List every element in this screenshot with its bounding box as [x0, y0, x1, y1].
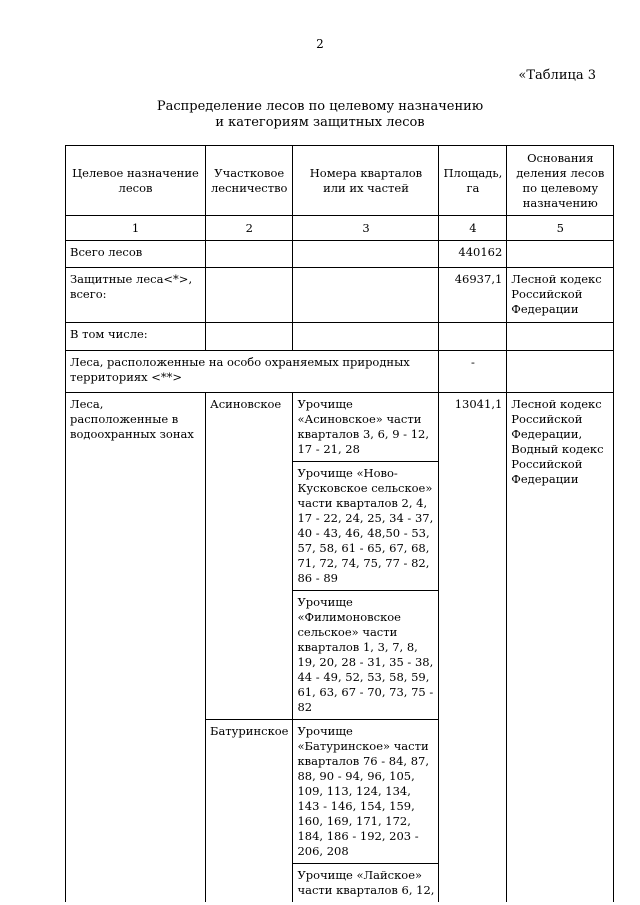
total-label: Всего лесов	[66, 241, 206, 268]
empty-cell	[293, 268, 439, 323]
column-number-row	[66, 216, 614, 241]
including-label: В том числе:	[66, 323, 206, 351]
table-row-oopt	[66, 351, 614, 393]
header-basis: Основания деления лесов по целевому назначению	[507, 146, 614, 216]
empty-cell	[507, 241, 614, 268]
empty-cell	[293, 323, 439, 351]
district-asinovskoe: Асиновское	[206, 393, 293, 720]
page-number: 2	[316, 37, 324, 51]
table-row-total	[66, 241, 614, 268]
title-line-1: Распределение лесов по целевому назначению	[156, 99, 484, 114]
quarters-asinovskoe-1: Урочище «Асиновское» части кварталов 3, 6, 9 - 12, 17 - 21, 28	[293, 393, 439, 462]
header-row	[66, 146, 614, 216]
protective-label: Защитные леса<*>, всего:	[66, 268, 206, 323]
empty-cell	[507, 351, 614, 393]
protective-basis: Лесной кодекс Российской Федерации	[507, 268, 614, 323]
title-line-2: и категориям защитных лесов	[215, 115, 425, 130]
table-row-including	[66, 323, 614, 351]
table-label: «Таблица 3	[518, 68, 596, 83]
empty-cell	[507, 323, 614, 351]
table-row-water	[66, 393, 614, 462]
empty-cell	[206, 241, 293, 268]
header-area: Площадь, га	[439, 146, 507, 216]
total-area: 440162	[439, 241, 507, 268]
header-quarters: Номера кварталов или их частей	[293, 146, 439, 216]
quarters-baturinskoe-1: Урочище «Батуринское» части кварталов 76 - 84, 87, 88, 90 - 94, 96, 105, 109, 113, 124, 134, 143 - 146, 154, 159, 160, 169, 171, 172, 184, 186 - 192, 203 - 206, 208	[293, 720, 439, 864]
col-number-1: 1	[66, 216, 206, 241]
quarters-baturinskoe-2: Урочище «Лайское» части кварталов 6, 12,	[293, 864, 439, 903]
quarters-asinovskoe-3: Урочище «Филимоновское сельское» части кварталов 1, 3, 7, 8, 19, 20, 28 - 31, 35 - 38, 44 - 49, 52, 53, 58, 59, 61, 63, 67 - 70, 73, 75 - 82	[293, 591, 439, 720]
table-row-protective	[66, 268, 614, 323]
header-district: Участковое лесничество	[206, 146, 293, 216]
water-basis: Лесной кодекс Российской Федерации, Водный кодекс Российской Федерации	[507, 393, 614, 903]
empty-cell	[293, 241, 439, 268]
district-baturinskoe: Батуринское	[206, 720, 293, 903]
water-area: 13041,1	[439, 393, 507, 903]
col-number-4: 4	[439, 216, 507, 241]
empty-cell	[206, 268, 293, 323]
oopt-area: -	[439, 351, 507, 393]
oopt-label: Леса, расположенные на особо охраняемых природных территориях <**>	[66, 351, 439, 393]
document-title	[0, 99, 640, 131]
quarters-asinovskoe-2: Урочище «Ново-Кусковское сельское» части кварталов 2, 4, 17 - 22, 24, 25, 34 - 37, 40 - 43, 46, 48,50 - 53, 57, 58, 61 - 65, 67, 68, 71, 72, 74, 75, 77 - 82, 86 - 89	[293, 462, 439, 591]
col-number-5: 5	[507, 216, 614, 241]
col-number-2: 2	[206, 216, 293, 241]
col-number-3: 3	[293, 216, 439, 241]
empty-cell	[439, 323, 507, 351]
protective-area: 46937,1	[439, 268, 507, 323]
water-label: Леса, расположенные в водоохранных зонах	[66, 393, 206, 903]
empty-cell	[206, 323, 293, 351]
header-purpose: Целевое назначение лесов	[66, 146, 206, 216]
forest-distribution-table	[65, 145, 614, 902]
